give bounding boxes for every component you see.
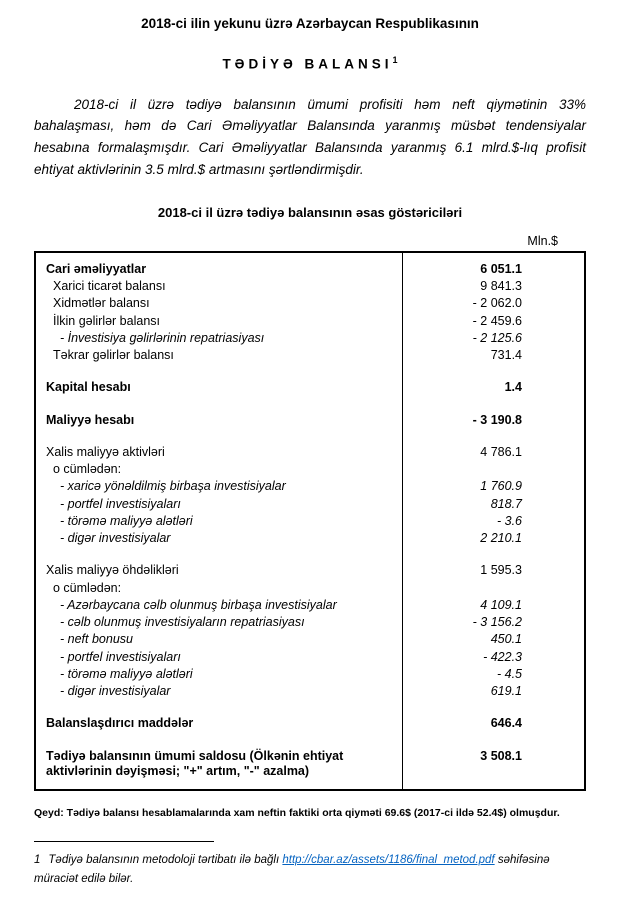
table-row xyxy=(36,496,584,513)
row-label: Balanslaşdırıcı maddələr xyxy=(46,716,194,731)
table-row xyxy=(36,580,584,597)
table-row xyxy=(36,429,584,444)
table-row xyxy=(36,748,584,790)
row-value: - 2 459.6 xyxy=(402,313,584,330)
row-label: - neft bonusu xyxy=(60,632,133,647)
row-label: Xidmətlər balansı xyxy=(53,296,150,311)
table-title: 2018-ci il üzrə tədiyə balansının əsas göstəriciləri xyxy=(157,204,463,220)
row-label xyxy=(36,547,402,562)
table-row xyxy=(36,614,584,631)
table-row xyxy=(36,295,584,312)
table-row xyxy=(36,547,584,562)
table-row xyxy=(36,649,584,666)
table-row xyxy=(36,666,584,683)
row-value: 619.1 xyxy=(402,683,584,700)
row-value: 1 595.3 xyxy=(402,562,584,579)
row-label: - törəmə maliyyə alətləri xyxy=(60,666,193,681)
row-label: - cəlb olunmuş investisiyaların repatriasiyası xyxy=(60,615,305,630)
table-row xyxy=(36,530,584,547)
table-row xyxy=(36,330,584,347)
table-row xyxy=(36,562,584,579)
footnote-number: 1 xyxy=(34,854,41,867)
table-row xyxy=(36,700,584,715)
row-label xyxy=(36,364,402,379)
row-value: - 422.3 xyxy=(402,649,584,666)
row-label: Xalis maliyyə öhdəlikləri xyxy=(46,563,179,578)
table-row xyxy=(36,253,584,278)
row-value: 2 210.1 xyxy=(402,530,584,547)
row-label: o cümlədən: xyxy=(53,462,122,477)
row-value: 450.1 xyxy=(402,631,584,648)
table-row xyxy=(36,597,584,614)
row-label: - Azərbaycana cəlb olunmuş birbaşa investisiyalar xyxy=(60,597,337,612)
table-row xyxy=(36,397,584,412)
row-label: İlkin gəlirlər balansı xyxy=(53,313,160,328)
row-value: 1 760.9 xyxy=(402,478,584,495)
row-value: 4 109.1 xyxy=(402,597,584,614)
table-row xyxy=(36,478,584,495)
note-text: Qeyd: Tədiyə balansı hesablamalarında xam neftin faktiki orta qiyməti 69.6$ (2017-ci ildə 52.4$) olmuşdur. xyxy=(34,807,560,820)
balance-table xyxy=(34,251,586,791)
row-value xyxy=(402,461,584,478)
row-label xyxy=(36,429,402,444)
table-row xyxy=(36,347,584,364)
row-value xyxy=(402,580,584,597)
table-row xyxy=(36,513,584,530)
table-row xyxy=(36,461,584,478)
row-label: - törəmə maliyyə alətləri xyxy=(60,513,193,528)
footnote-link[interactable]: http://cbar.az/assets/1186/final_metod.pdf xyxy=(282,854,495,867)
row-label xyxy=(36,700,402,715)
row-value xyxy=(402,547,584,562)
row-label: - İnvestisiya gəlirlərinin repatriasiyası xyxy=(60,330,265,345)
page-subtitle xyxy=(34,55,586,72)
table-row xyxy=(36,715,584,732)
row-value: - 2 125.6 xyxy=(402,330,584,347)
row-value xyxy=(402,364,584,379)
table-row xyxy=(36,313,584,330)
row-value: - 3 190.8 xyxy=(402,412,584,429)
row-value: - 2 062.0 xyxy=(402,295,584,312)
row-label: Tədiyə balansının ümumi saldosu (Ölkənin ehtiyat aktivlərinin dəyişməsi; "+" artım, "-" azalma) xyxy=(46,748,344,778)
row-value: 1.4 xyxy=(402,379,584,396)
row-label: Təkrar gəlirlər balansı xyxy=(53,348,174,363)
footnote-text-after: səhifəsinə müraciət edilə bilər. xyxy=(34,854,550,885)
row-label: Xalis maliyyə aktivləri xyxy=(46,444,165,459)
row-value xyxy=(402,429,584,444)
footnote-separator xyxy=(34,841,214,842)
row-value xyxy=(402,700,584,715)
table-row xyxy=(36,364,584,379)
subtitle-footnote-ref: 1 xyxy=(392,55,398,65)
row-label: - xaricə yönəldilmiş birbaşa investisiyalar xyxy=(60,479,286,494)
footnote-text-before: Tədiyə balansının metodoloji tərtibatı ilə bağlı xyxy=(48,854,280,867)
table-row xyxy=(36,444,584,461)
table-row xyxy=(36,278,584,295)
footnote xyxy=(34,851,586,888)
row-value: 9 841.3 xyxy=(402,278,584,295)
row-label: Cari əməliyyatlar xyxy=(46,261,147,276)
row-value: 731.4 xyxy=(402,347,584,364)
row-label: Xarici ticarət balansı xyxy=(53,279,166,294)
row-value: - 3.6 xyxy=(402,513,584,530)
row-label: Kapital hesabı xyxy=(46,380,131,395)
intro-paragraph: 2018-ci il üzrə tədiyə balansının ümumi profisiti həm neft qiymətinin 33% bahalaşması, həm də Cari Əməliyyatlar Balansında yaranmış müsbət tendensiyalar hesabına formalaşmışdır. Cari Əməliyyatlar Balansında yaranmış 6.1 mlrd.$-lıq profisit ehtiyat aktivlərinin 3.5 mlrd.$ artmasını şərtləndirmişdir. xyxy=(34,96,586,178)
row-value: 646.4 xyxy=(402,715,584,732)
row-label: Maliyyə hesabı xyxy=(46,412,135,427)
subtitle-text: TƏDİYƏ BALANSI xyxy=(222,56,393,72)
row-value: 6 051.1 xyxy=(402,253,584,278)
row-label xyxy=(36,733,402,748)
row-label: - digər investisiyalar xyxy=(60,684,171,699)
row-label: - digər investisiyalar xyxy=(60,531,171,546)
row-label: - portfel investisiyaları xyxy=(60,649,181,664)
table-row xyxy=(36,733,584,748)
row-value: 818.7 xyxy=(402,496,584,513)
table-row xyxy=(36,683,584,700)
row-label: o cümlədən: xyxy=(53,580,122,595)
unit-label: Mln.$ xyxy=(527,233,558,248)
row-label: - portfel investisiyaları xyxy=(60,496,181,511)
table-row xyxy=(36,412,584,429)
row-value: 4 786.1 xyxy=(402,444,584,461)
row-label xyxy=(36,397,402,412)
row-value xyxy=(402,397,584,412)
row-value xyxy=(402,733,584,748)
page-title: 2018-ci ilin yekunu üzrə Azərbaycan Respublikasının xyxy=(141,16,479,31)
table-row xyxy=(36,631,584,648)
row-value: - 3 156.2 xyxy=(402,614,584,631)
table-row xyxy=(36,379,584,396)
row-value: - 4.5 xyxy=(402,666,584,683)
row-value: 3 508.1 xyxy=(402,748,584,790)
